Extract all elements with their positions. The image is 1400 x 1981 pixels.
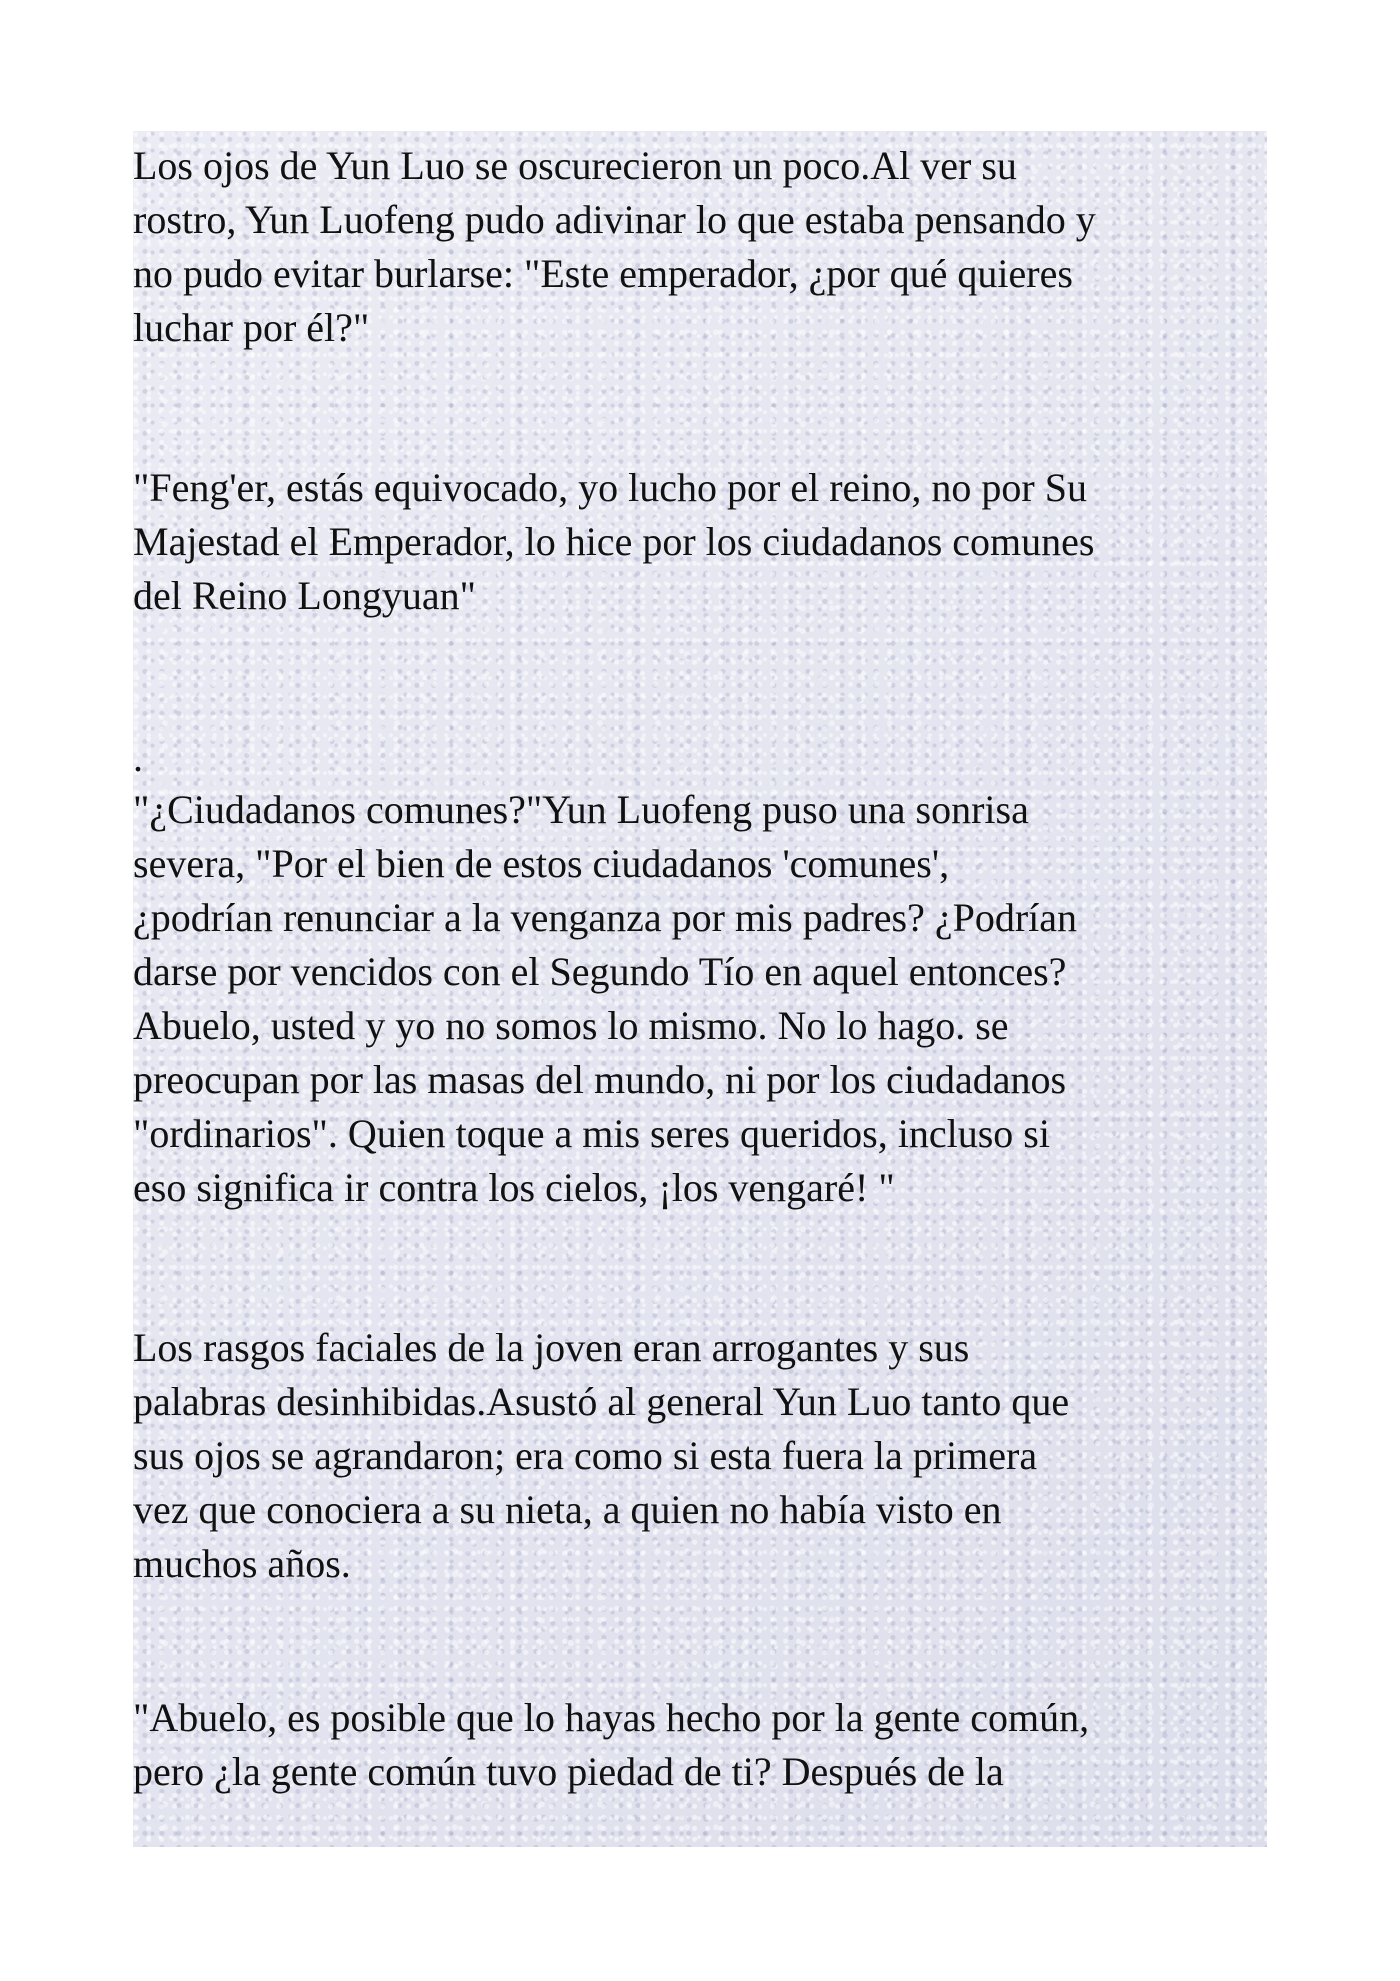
text-line: palabras desinhibidas.Asustó al general Yun Luo tanto que bbox=[133, 1379, 1070, 1424]
paragraph-separator-dot bbox=[133, 731, 1267, 785]
paragraph-4 bbox=[133, 1321, 1267, 1591]
paragraph-3 bbox=[133, 783, 1267, 1215]
text-line: pero ¿la gente común tuvo piedad de ti? Después de la bbox=[133, 1749, 1004, 1794]
text-line: luchar por él?" bbox=[133, 305, 370, 350]
text-line: sus ojos se agrandaron; era como si esta fuera la primera bbox=[133, 1433, 1038, 1478]
text-line: rostro, Yun Luofeng pudo adivinar lo que estaba pensando y bbox=[133, 197, 1096, 242]
text-line: darse por vencidos con el Segundo Tío en aquel entonces? bbox=[133, 949, 1067, 994]
text-line: del Reino Longyuan" bbox=[133, 573, 476, 618]
text-line: "ordinarios". Quien toque a mis seres queridos, incluso si bbox=[133, 1111, 1050, 1156]
text-line: severa, "Por el bien de estos ciudadanos 'comunes', bbox=[133, 841, 950, 886]
text-line: "Feng'er, estás equivocado, yo lucho por el reino, no por Su bbox=[133, 465, 1087, 510]
text-line: eso significa ir contra los cielos, ¡los vengaré! " bbox=[133, 1165, 895, 1210]
text-line: Los ojos de Yun Luo se oscurecieron un poco.Al ver su bbox=[133, 143, 1017, 188]
text-line: Abuelo, usted y yo no somos lo mismo. No lo hago. se bbox=[133, 1003, 1009, 1048]
paragraph-2 bbox=[133, 461, 1267, 623]
text-line: "Abuelo, es posible que lo hayas hecho por la gente común, bbox=[133, 1695, 1090, 1740]
text-line: Los rasgos faciales de la joven eran arrogantes y sus bbox=[133, 1325, 970, 1370]
text-line: vez que conociera a su nieta, a quien no había visto en bbox=[133, 1487, 1002, 1532]
text-line: muchos años. bbox=[133, 1541, 351, 1586]
text-line: . bbox=[133, 735, 143, 780]
text-line: no pudo evitar burlarse: "Este emperador, ¿por qué quieres bbox=[133, 251, 1073, 296]
text-line: preocupan por las masas del mundo, ni por los ciudadanos bbox=[133, 1057, 1067, 1102]
text-line: Majestad el Emperador, lo hice por los ciudadanos comunes bbox=[133, 519, 1095, 564]
text-line: ¿podrían renunciar a la venganza por mis padres? ¿Podrían bbox=[133, 895, 1078, 940]
textured-paper-background bbox=[133, 131, 1267, 1847]
paragraph-1 bbox=[133, 139, 1267, 355]
text-line: "¿Ciudadanos comunes?"Yun Luofeng puso una sonrisa bbox=[133, 787, 1029, 832]
paragraph-5 bbox=[133, 1691, 1267, 1799]
